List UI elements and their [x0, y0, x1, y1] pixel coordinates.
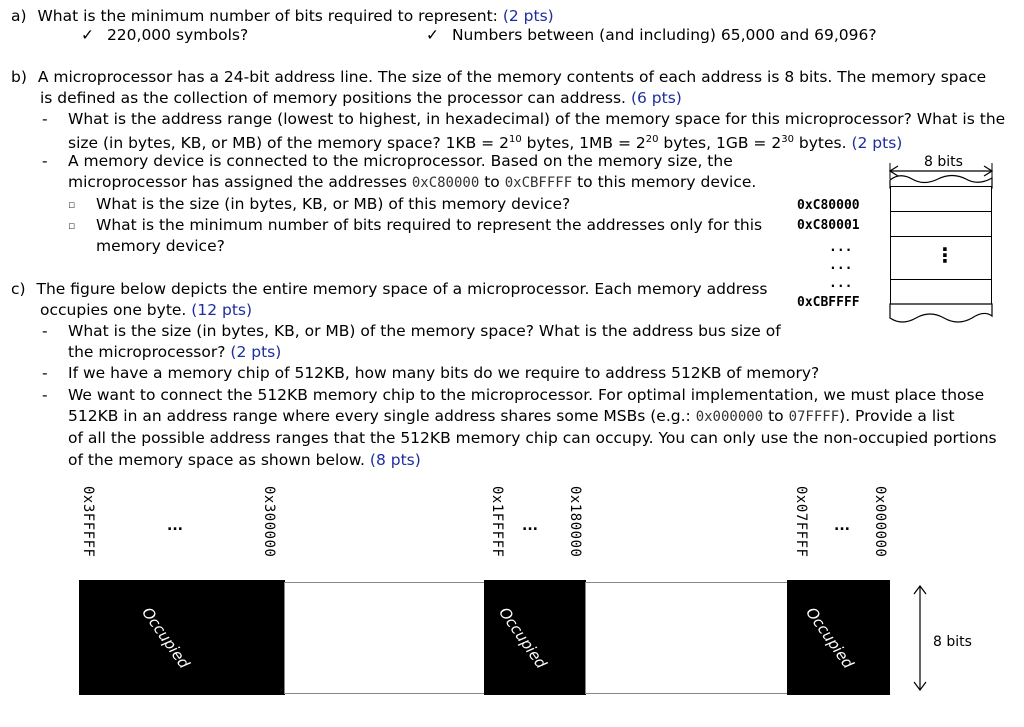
- torn-edge-bottom: [888, 302, 994, 328]
- part-b-q1-line-2: size (in bytes, KB, or MB) of the memory space? $1KB = 2^{10}$ bytes, $1MB = 2^{20}$ bytes, $1GB = 2^{30}$ bytes. (2 pts): [68, 134, 903, 153]
- address-label: 0x3FFFFF: [80, 486, 96, 558]
- dash-bullet: -: [42, 110, 48, 128]
- part-c-q1-line-1: What is the size (in bytes, KB, or MB) of the memory space? What is the address bus size of: [68, 322, 781, 340]
- vertical-ellipsis-icon: ⋮: [935, 243, 955, 267]
- address-label: 0x300000: [261, 486, 277, 558]
- part-b-intro-line-1: b) A microprocessor has a 24-bit address line. The size of the memory contents of each address is 8 bits. The memory space: [11, 68, 987, 86]
- width-label: 8 bits: [924, 154, 963, 170]
- address-label: 0x1FFFFF: [489, 486, 505, 558]
- address-label: 0x000000: [872, 486, 888, 558]
- square-bullet-icon: ▫: [68, 198, 76, 211]
- address-end: 0xCBFFFF: [504, 175, 573, 191]
- occupied-region: Occupied: [79, 580, 285, 695]
- memory-cell: [890, 186, 992, 212]
- square-bullet-icon: ▫: [68, 219, 76, 232]
- part-a-points: (2 pts): [502, 7, 554, 25]
- dash-bullet: -: [42, 386, 48, 404]
- part-c-q3-line-3: of all the possible address ranges that the 512KB memory chip can occupy. You can only use the non-occupied portions: [68, 429, 997, 447]
- part-a-text: What is the minimum number of bits required to represent:: [37, 7, 498, 25]
- address-c80000: 0xC80000: [797, 198, 860, 213]
- part-c-q3-line-1: We want to connect the 512KB memory chip to the microprocessor. For optimal implementation, we must place those: [68, 386, 985, 404]
- free-region: [284, 582, 485, 694]
- part-b-q1-line-1: What is the address range (lowest to highest, in hexadecimal) of the memory space for this microprocessor? What is the: [68, 110, 1006, 128]
- part-a-question: [11, 6, 554, 26]
- address-start: 0xC80000: [411, 175, 480, 191]
- part-b-q2-line-2: microprocessor has assigned the addresses 0xC80000 to 0xCBFFFF to this memory device.: [68, 173, 757, 191]
- part-b-sub-2-line-1: What is the minimum number of bits required to represent the addresses only for this: [96, 216, 763, 234]
- dash-bullet: -: [42, 322, 48, 340]
- part-c-q3-line-4: of the memory space as shown below. (8 pts): [68, 451, 421, 469]
- part-c-points: (12 pts): [191, 301, 253, 319]
- part-c-q1-points: (2 pts): [230, 343, 282, 361]
- ellipsis: ...: [167, 518, 183, 534]
- address-label: 0x180000: [567, 486, 583, 558]
- part-b-sub-2-line-2: memory device?: [96, 237, 225, 255]
- address-ellipsis: ...: [829, 240, 853, 255]
- part-b-points: (6 pts): [630, 89, 682, 107]
- ellipsis: ...: [522, 518, 538, 534]
- checkmark-icon: ✓: [426, 26, 439, 44]
- dash-bullet: -: [42, 364, 48, 382]
- part-b-label: b): [11, 68, 27, 86]
- part-b-intro-line-2: is defined as the collection of memory positions the processor can address. (6 pts): [40, 89, 682, 107]
- occupied-region: Occupied: [484, 580, 586, 695]
- part-c-intro-line-1: c) The figure below depicts the entire memory space of a microprocessor. Each memory address: [11, 280, 768, 298]
- memory-cell: [890, 211, 992, 237]
- address-ellipsis: ...: [829, 276, 853, 291]
- part-b-q2-line-1: A memory device is connected to the microprocessor. Based on the memory size, the: [68, 152, 733, 170]
- ellipsis: ...: [834, 518, 850, 534]
- part-c-label: c): [11, 280, 26, 298]
- address-c80001: 0xC80001: [797, 218, 860, 233]
- part-a-label: a): [11, 7, 27, 25]
- part-c-q1-line-2: the microprocessor? (2 pts): [68, 343, 282, 361]
- part-c-q2: If we have a memory chip of 512KB, how many bits do we require to address 512KB of memory?: [68, 364, 820, 382]
- part-c-q3-line-2: 512KB in an address range where every single address shares some MSBs (e.g.: 0x000000 to 07FFFF). Provide a list: [68, 407, 955, 425]
- address-ellipsis: ...: [829, 258, 853, 273]
- part-a-item-2: ✓ Numbers between (and including) 65,000 and 69,096?: [426, 26, 877, 44]
- address-cbffff: 0xCBFFFF: [797, 295, 860, 310]
- address-label: 0x07FFFF: [793, 486, 809, 558]
- part-b-sub-1: What is the size (in bytes, KB, or MB) of this memory device?: [96, 195, 571, 213]
- part-c-intro-line-2: occupies one byte. (12 pts): [40, 301, 253, 319]
- memory-cell-ellipsis: [890, 236, 992, 280]
- dash-bullet: -: [42, 152, 48, 170]
- checkmark-icon: ✓: [81, 26, 94, 44]
- part-a-item-1: ✓ 220,000 symbols?: [81, 26, 249, 44]
- height-arrow: [908, 582, 932, 694]
- width-label: 8 bits: [933, 634, 972, 650]
- part-c-q3-points: (8 pts): [369, 451, 421, 469]
- free-region: [585, 582, 788, 694]
- part-b-q1-points: (2 pts): [851, 134, 903, 153]
- occupied-region: Occupied: [787, 580, 890, 695]
